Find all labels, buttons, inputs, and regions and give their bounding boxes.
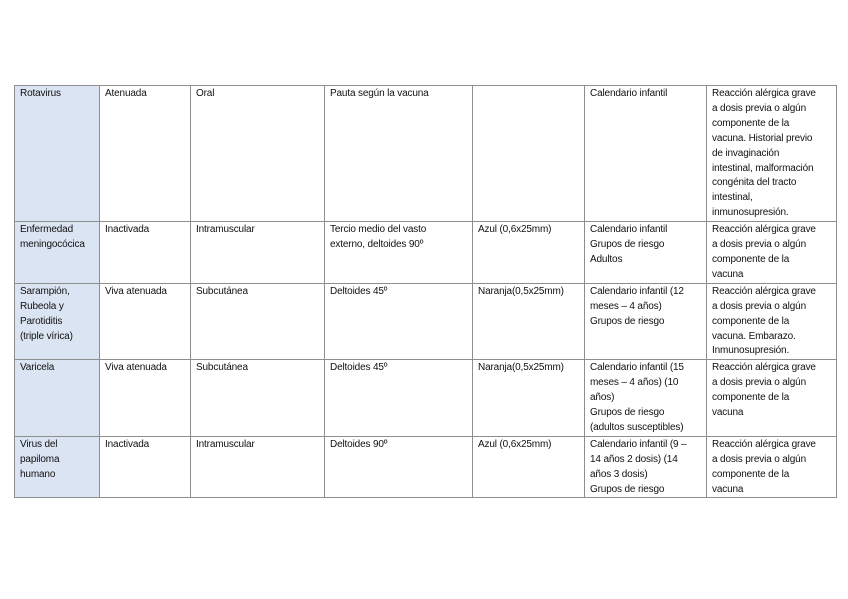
vaccine-name-cell: Virus del papiloma humano bbox=[15, 436, 100, 498]
vaccine-type-cell: Inactivada bbox=[100, 436, 191, 498]
needle-cell: Naranja(0,5x25mm) bbox=[473, 283, 585, 360]
contraindications-cell: Reacción alérgica grave a dosis previa o algún componente de la vacuna bbox=[707, 360, 837, 437]
table-row bbox=[15, 436, 837, 498]
administration-route-cell: Oral bbox=[191, 86, 325, 222]
table-row bbox=[15, 360, 837, 437]
needle-cell: Naranja(0,5x25mm) bbox=[473, 360, 585, 437]
schedule-cell: Calendario infantil (9 – 14 años 2 dosis) (14 años 3 dosis) Grupos de riesgo bbox=[585, 436, 707, 498]
vaccine-table bbox=[14, 85, 837, 498]
vaccine-name-cell: Varicela bbox=[15, 360, 100, 437]
vaccine-type-cell: Inactivada bbox=[100, 222, 191, 284]
table-row bbox=[15, 222, 837, 284]
needle-cell: Azul (0,6x25mm) bbox=[473, 436, 585, 498]
vaccine-type-cell: Atenuada bbox=[100, 86, 191, 222]
contraindications-cell: Reacción alérgica grave a dosis previa o algún componente de la vacuna. Embarazo. Inmunosupresión. bbox=[707, 283, 837, 360]
administration-route-cell: Subcutánea bbox=[191, 360, 325, 437]
table-row bbox=[15, 283, 837, 360]
vaccine-type-cell: Viva atenuada bbox=[100, 360, 191, 437]
schedule-cell: Calendario infantil (12 meses – 4 años) Grupos de riesgo bbox=[585, 283, 707, 360]
table-row bbox=[15, 86, 837, 222]
needle-cell: Azul (0,6x25mm) bbox=[473, 222, 585, 284]
vaccine-type-cell: Viva atenuada bbox=[100, 283, 191, 360]
injection-site-cell: Deltoides 45º bbox=[325, 283, 473, 360]
injection-site-cell: Deltoides 45º bbox=[325, 360, 473, 437]
schedule-cell: Calendario infantil (15 meses – 4 años) (10 años) Grupos de riesgo (adultos susceptibles) bbox=[585, 360, 707, 437]
injection-site-cell: Deltoides 90º bbox=[325, 436, 473, 498]
injection-site-cell: Tercio medio del vasto externo, deltoides 90º bbox=[325, 222, 473, 284]
administration-route-cell: Subcutánea bbox=[191, 283, 325, 360]
contraindications-cell: Reacción alérgica grave a dosis previa o algún componente de la vacuna. Historial previo de invaginación intestinal, malformación congénita del tracto intestinal, inmunosupresión. bbox=[707, 86, 837, 222]
vaccine-name-cell: Sarampión, Rubeola y Parotiditis (triple vírica) bbox=[15, 283, 100, 360]
schedule-cell: Calendario infantil bbox=[585, 86, 707, 222]
administration-route-cell: Intramuscular bbox=[191, 222, 325, 284]
contraindications-cell: Reacción alérgica grave a dosis previa o algún componente de la vacuna bbox=[707, 436, 837, 498]
vaccine-name-cell: Rotavirus bbox=[15, 86, 100, 222]
contraindications-cell: Reacción alérgica grave a dosis previa o algún componente de la vacuna bbox=[707, 222, 837, 284]
injection-site-cell: Pauta según la vacuna bbox=[325, 86, 473, 222]
needle-cell bbox=[473, 86, 585, 222]
vaccine-name-cell: Enfermedad meningocócica bbox=[15, 222, 100, 284]
schedule-cell: Calendario infantil Grupos de riesgo Adultos bbox=[585, 222, 707, 284]
administration-route-cell: Intramuscular bbox=[191, 436, 325, 498]
